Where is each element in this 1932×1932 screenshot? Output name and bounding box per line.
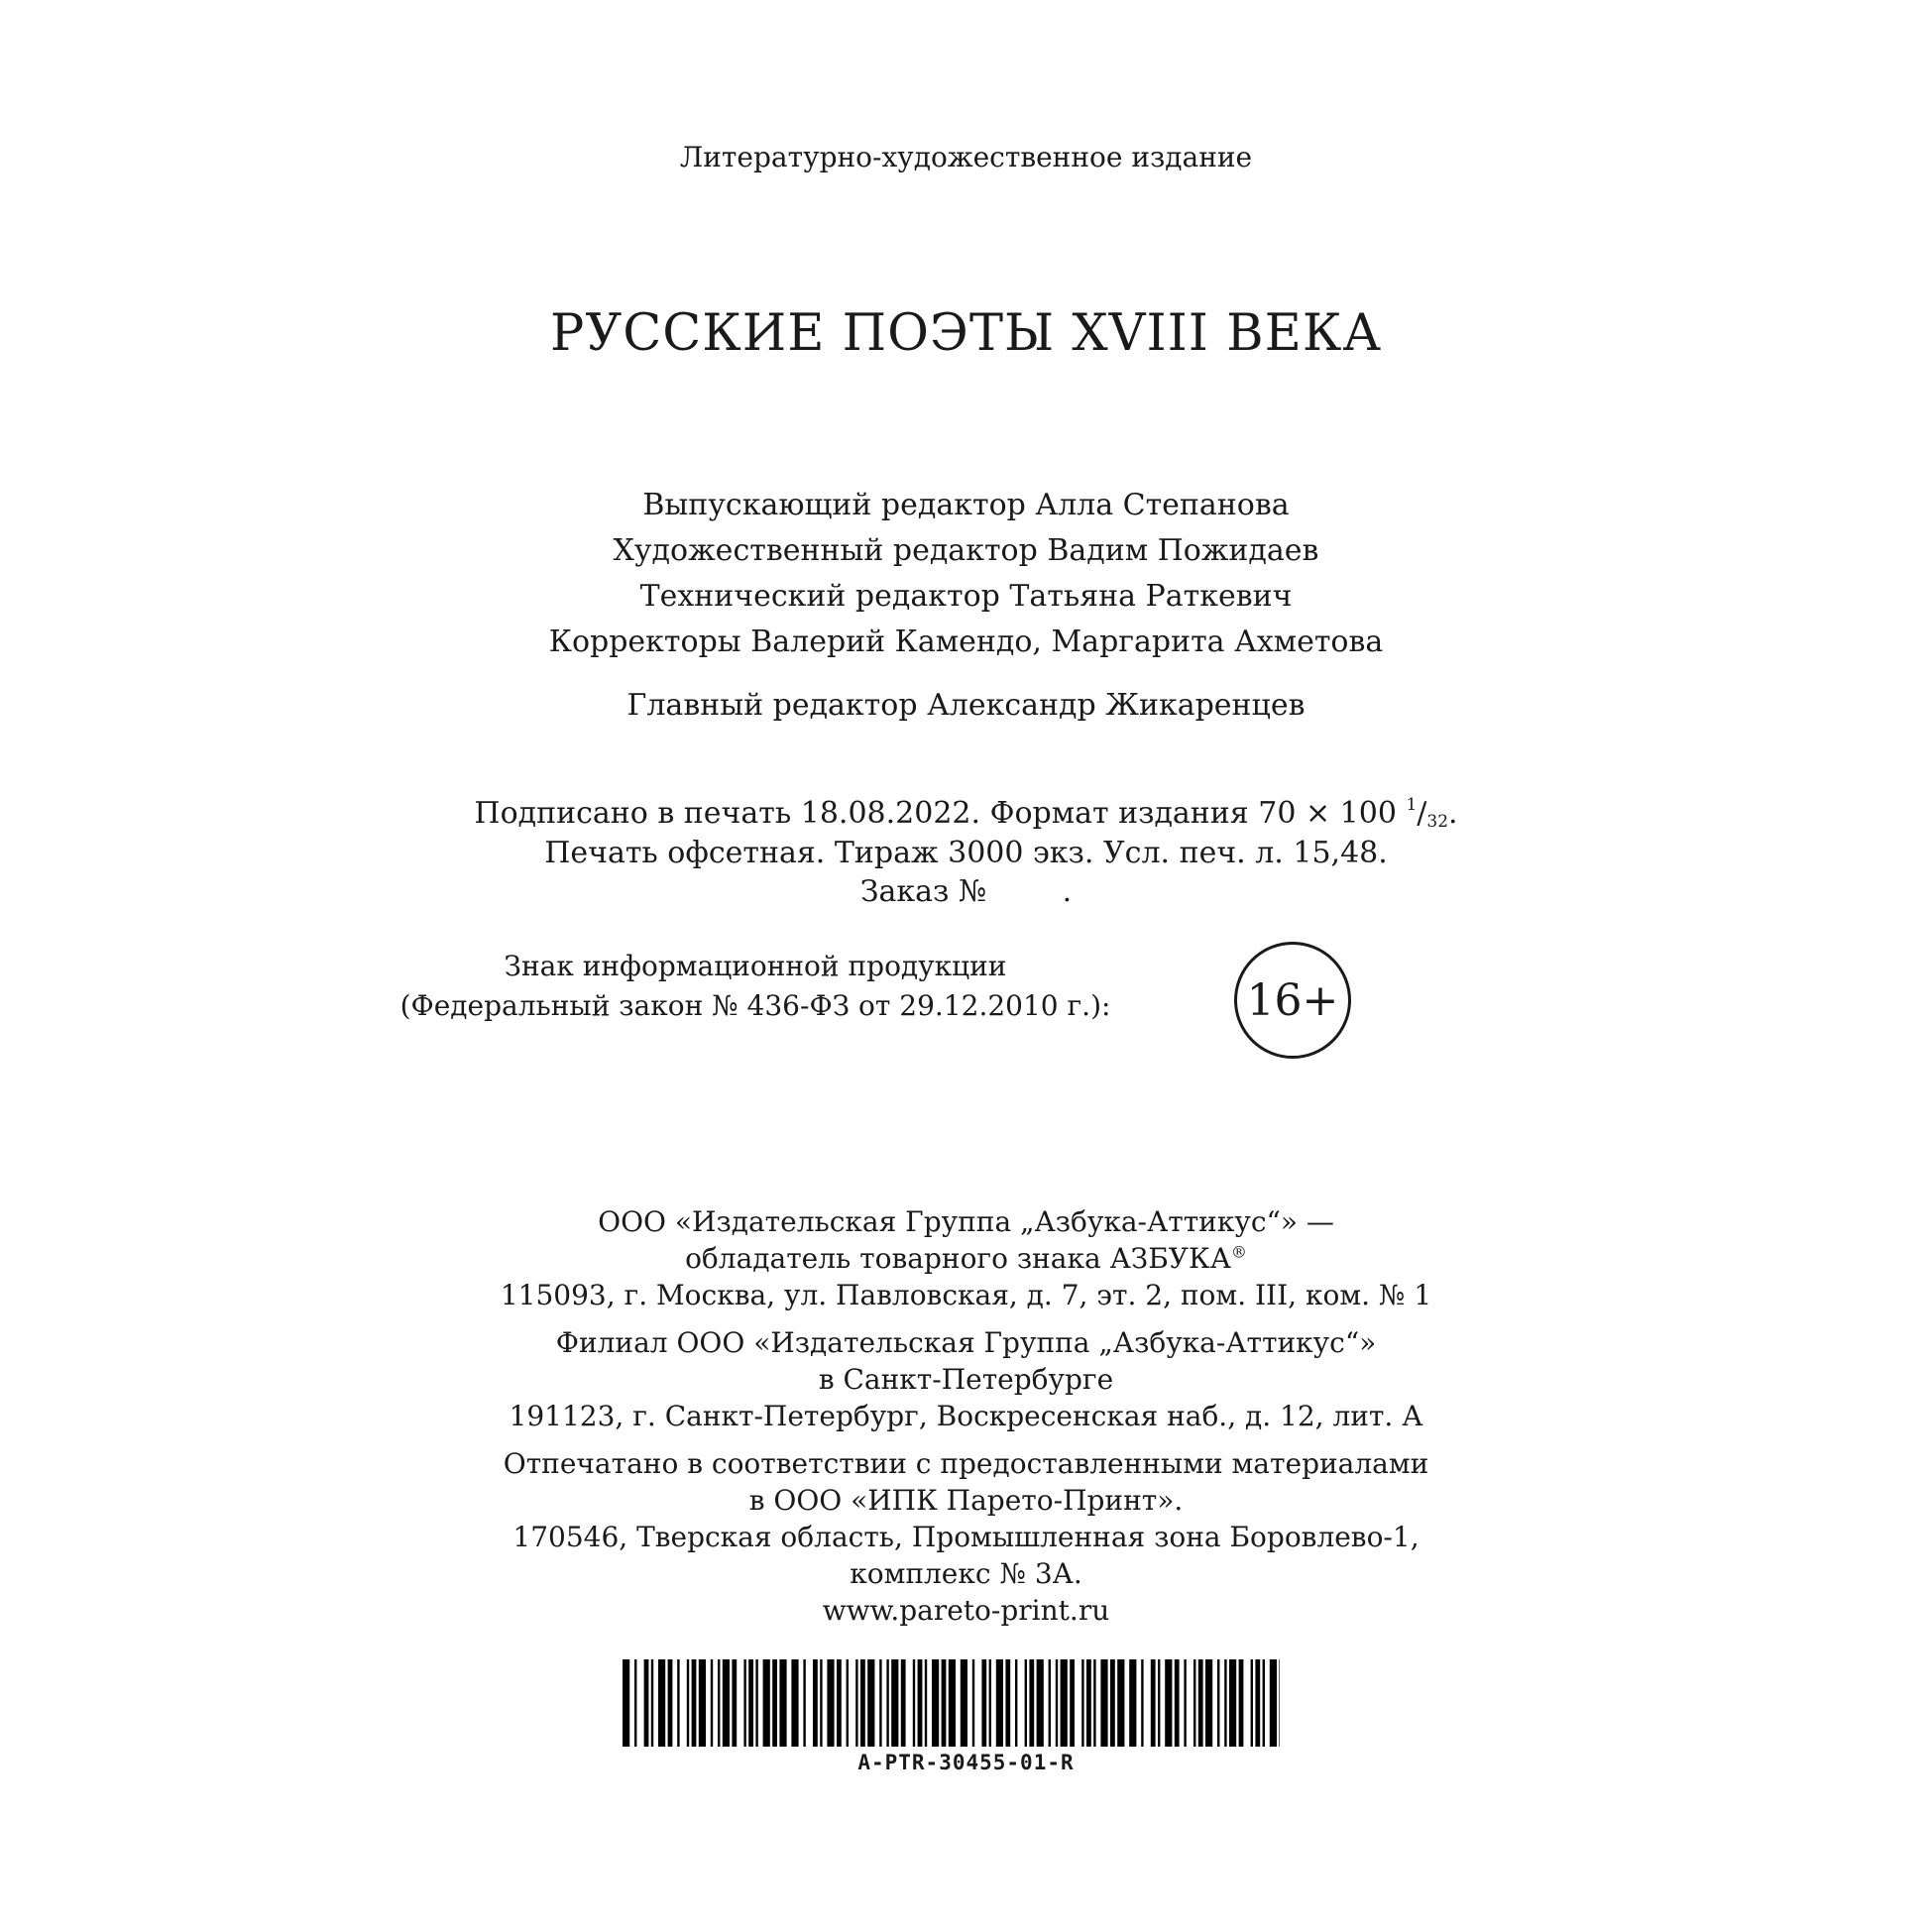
barcode-bar <box>847 1659 849 1747</box>
publisher-name: ООО «Издательская Группа „Азбука-Аттикус“» — <box>598 1205 1334 1238</box>
barcode-bar <box>932 1659 939 1747</box>
barcode-bar <box>1100 1659 1107 1747</box>
executive-editor: Выпускающий редактор Алла Степанова <box>642 488 1290 522</box>
barcode-bar <box>879 1659 881 1747</box>
barcode-bar <box>723 1659 730 1747</box>
barcode-bar <box>1279 1659 1280 1747</box>
barcode-bar <box>732 1659 737 1747</box>
barcode-bar <box>1086 1659 1091 1747</box>
edition-type: Литературно-художественное издание <box>679 141 1253 173</box>
barcode-bar <box>1129 1659 1136 1747</box>
barcode-bar <box>803 1659 805 1747</box>
barcode-bar <box>918 1659 923 1747</box>
age-rating-value: 16+ <box>1246 974 1339 1026</box>
printer-url: www.pareto-print.ru <box>822 1594 1110 1627</box>
barcode-bar <box>886 1659 888 1747</box>
barcode-bar <box>1193 1659 1195 1747</box>
barcode-bar <box>634 1659 636 1747</box>
barcode-bar <box>677 1659 679 1747</box>
barcode-bar <box>989 1659 991 1747</box>
barcode-bar <box>1255 1659 1260 1747</box>
barcode-bar <box>755 1659 757 1747</box>
barcode-bar <box>644 1659 649 1747</box>
signed-to-print-text: Подписано в печать 18.08.2022. Формат издания 70 × 100 <box>474 796 1407 831</box>
barcode-bar <box>743 1659 745 1747</box>
barcode-bar <box>1205 1659 1212 1747</box>
barcode-bar <box>925 1659 927 1747</box>
barcode-bar <box>913 1659 915 1747</box>
proofreaders: Корректоры Валерий Камендо, Маргарита Ахметова <box>548 625 1384 659</box>
barcode-bar <box>687 1659 689 1747</box>
barcode-bar <box>658 1659 665 1747</box>
barcode-bar <box>711 1659 713 1747</box>
technical-editor: Технический редактор Татьяна Раткевич <box>639 579 1293 614</box>
barcode-bar <box>668 1659 673 1747</box>
branch-name: Филиал ООО «Издательская Группа „Азбука-Аттикус“» <box>555 1326 1377 1359</box>
barcode-bar <box>1061 1659 1068 1747</box>
barcode-bar <box>942 1659 947 1747</box>
branch-city: в Санкт-Петербурге <box>818 1363 1114 1396</box>
barcode-bar <box>1093 1659 1095 1747</box>
book-title: РУССКИЕ ПОЭТЫ XVIII ВЕКА <box>550 304 1382 363</box>
branch-address: 191123, г. Санкт-Петербург, Воскресенская наб., д. 12, лит. А <box>509 1400 1423 1432</box>
format-fraction-denominator: 32 <box>1426 812 1449 832</box>
barcode-bar <box>623 1659 629 1747</box>
barcode-bar <box>651 1659 653 1747</box>
chief-editor: Главный редактор Александр Жикаренцев <box>626 688 1306 723</box>
barcode-bar <box>1081 1659 1083 1747</box>
barcode-bar <box>779 1659 786 1747</box>
printer-line-2: в ООО «ИПК Парето-Принт». <box>748 1484 1184 1517</box>
barcode-bar <box>891 1659 898 1747</box>
barcode-bar <box>1025 1659 1027 1747</box>
barcode-bar <box>1184 1659 1186 1747</box>
barcode-bar <box>860 1659 865 1747</box>
barcode-bar <box>855 1659 857 1747</box>
barcode-code: A-PTR-30455-01-R <box>857 1751 1075 1774</box>
age-rating-block <box>0 942 1932 1071</box>
barcode-bar <box>981 1659 986 1747</box>
barcode-bar <box>718 1659 720 1747</box>
signed-to-print-end: . <box>1448 796 1458 831</box>
barcode-bar <box>692 1659 697 1747</box>
barcode-bar <box>1217 1659 1219 1747</box>
barcode-bar <box>748 1659 753 1747</box>
barcode-bar <box>1141 1659 1143 1747</box>
barcode-bar <box>1070 1659 1075 1747</box>
barcode-bar <box>1037 1659 1044 1747</box>
age-rating-label: Знак информационной продукции <box>504 950 1007 982</box>
trademark-holder <box>0 1242 1932 1275</box>
barcode-bar <box>1270 1659 1277 1747</box>
barcode-bar <box>1251 1659 1253 1747</box>
barcode-bar <box>1158 1659 1160 1747</box>
age-rating-badge <box>1234 942 1351 1059</box>
barcode-bar <box>1029 1659 1034 1747</box>
art-editor: Художественный редактор Вадим Пожидаев <box>613 533 1319 568</box>
barcode-bar <box>827 1659 834 1747</box>
barcode-bar <box>996 1659 1003 1747</box>
barcode-bar <box>1263 1659 1265 1747</box>
publisher-address: 115093, г. Москва, ул. Павловская, д. 7, эт. 2, пом. III, ком. № 1 <box>500 1279 1432 1311</box>
barcode-bar <box>772 1659 777 1747</box>
barcode-bar <box>1151 1659 1156 1747</box>
barcode-bar <box>1229 1659 1236 1747</box>
barcode-bar <box>1110 1659 1115 1747</box>
barcode-bar <box>1015 1659 1017 1747</box>
barcode <box>623 1659 1280 1747</box>
printer-complex: комплекс № 3А. <box>850 1557 1082 1590</box>
barcode-bar <box>1005 1659 1010 1747</box>
barcode-bar <box>763 1659 770 1747</box>
barcode-bar <box>1224 1659 1226 1747</box>
barcode-bar <box>1175 1659 1180 1747</box>
barcode-bar <box>699 1659 706 1747</box>
printer-address: 170546, Тверская область, Промышленная зона Боровлево-1, <box>512 1521 1420 1553</box>
barcode-bar <box>1165 1659 1172 1747</box>
printer-line-1: Отпечатано в соответствии с предоставленными материалами <box>503 1447 1429 1480</box>
print-run-line: Печать офсетная. Тираж 3000 экз. Усл. печ. л. 15,48. <box>544 836 1388 870</box>
barcode-bar <box>1239 1659 1244 1747</box>
order-number-line: Заказ № . <box>859 874 1073 909</box>
barcode-bar <box>1049 1659 1051 1747</box>
barcode-bar <box>901 1659 906 1747</box>
barcode-bar <box>1056 1659 1058 1747</box>
barcode-bar <box>972 1659 974 1747</box>
trademark-holder-text: обладатель товарного знака АЗБУКА <box>685 1242 1231 1275</box>
barcode-bar <box>961 1659 967 1747</box>
barcode-bar <box>791 1659 798 1747</box>
barcode-bar <box>813 1659 818 1747</box>
barcode-bar <box>820 1659 822 1747</box>
barcode-bar <box>867 1659 874 1747</box>
age-rating-law: (Федеральный закон № 436-ФЗ от 29.12.2010 г.): <box>399 989 1111 1022</box>
format-fraction-numerator: 1 <box>1406 795 1418 815</box>
signed-to-print-line <box>0 795 1932 832</box>
barcode-bar <box>1117 1659 1124 1747</box>
barcode-bar <box>837 1659 842 1747</box>
barcode-bar <box>1198 1659 1203 1747</box>
format-fraction: $^1/_{32}$ <box>1406 795 1449 832</box>
barcode-bar <box>949 1659 956 1747</box>
registered-mark: ® <box>1230 1242 1247 1262</box>
